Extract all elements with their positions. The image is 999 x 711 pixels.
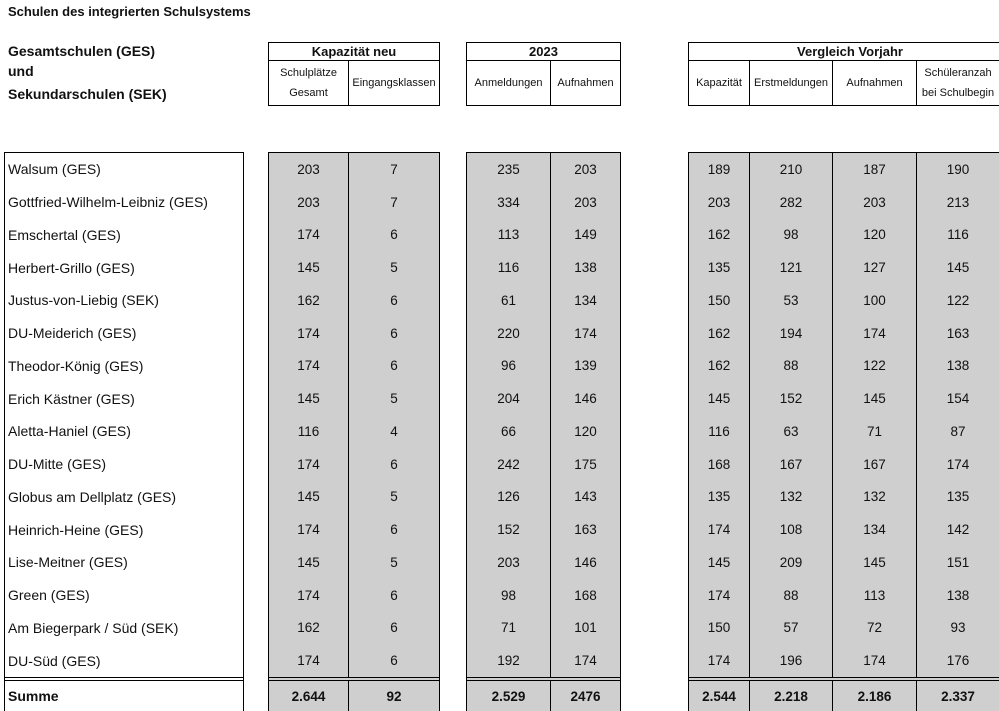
table-row (467, 284, 620, 317)
value-cell: 189 (707, 161, 731, 177)
table-row (269, 251, 439, 284)
column-header-line: Anmeldungen (474, 77, 543, 89)
value-cell: 6 (348, 219, 439, 252)
value-cell: 98 (500, 587, 517, 603)
value-cell: 203 (707, 194, 731, 210)
value-cell: 108 (749, 513, 832, 546)
value-cell: 88 (749, 350, 832, 383)
value-cell: 203 (550, 186, 620, 219)
value-cell: 213 (916, 186, 999, 219)
value-cell: 6 (348, 579, 439, 612)
value-cell: 71 (500, 620, 517, 636)
value-cell: 146 (550, 382, 620, 415)
table-row (5, 317, 243, 350)
column-header-anmeldungen (467, 61, 550, 105)
value-cell: 150 (707, 292, 731, 308)
value-cell: 96 (500, 358, 517, 374)
school-name: Walsum (GES) (8, 161, 101, 178)
value-cell: 2.218 (749, 681, 832, 711)
value-cell: 100 (832, 284, 916, 317)
value-cell: 145 (916, 251, 999, 284)
value-cell: 146 (550, 546, 620, 579)
school-name: Justus-von-Liebig (SEK) (8, 292, 159, 309)
value-cell: 174 (297, 325, 320, 341)
table-row (467, 219, 620, 252)
value-cell: 135 (707, 260, 731, 276)
table-row (269, 579, 439, 612)
table-row (269, 382, 439, 415)
table-row (689, 153, 999, 186)
value-cell: 132 (832, 481, 916, 514)
value-cell: 145 (297, 554, 320, 570)
vergleich-vorjahr-values (688, 152, 999, 711)
value-cell: 113 (497, 227, 520, 243)
table-row (689, 481, 999, 514)
row-header-line: und (8, 63, 34, 79)
value-cell: 7 (348, 153, 439, 186)
value-cell: 174 (297, 653, 320, 669)
column-header-schueleranzahl (916, 61, 999, 105)
value-cell: 174 (550, 644, 620, 677)
table-row (467, 546, 620, 579)
value-cell: 61 (500, 292, 517, 308)
group-title: 2023 (467, 43, 620, 61)
value-cell: 163 (550, 513, 620, 546)
value-cell: 152 (749, 382, 832, 415)
table-row (689, 350, 999, 383)
column-header-line: Erstmeldungen (754, 77, 828, 89)
column-header-line: Aufnahmen (557, 77, 614, 89)
value-cell: 174 (916, 448, 999, 481)
table-row (689, 284, 999, 317)
table-row (467, 251, 620, 284)
school-name: Heinrich-Heine (GES) (8, 521, 144, 538)
table-row (467, 153, 620, 186)
group-title: Vergleich Vorjahr (689, 43, 999, 61)
table-row (5, 350, 243, 383)
table-row (467, 350, 620, 383)
table-row (5, 448, 243, 481)
value-cell: 174 (707, 522, 731, 538)
column-header-line: Schüleranzah (924, 67, 992, 79)
table-row (269, 513, 439, 546)
value-cell: 167 (749, 448, 832, 481)
school-name: Globus am Dellplatz (GES) (8, 488, 177, 505)
value-cell: 71 (832, 415, 916, 448)
column-header-line: Kapazität (696, 77, 742, 89)
table-row (269, 219, 439, 252)
values-2023 (466, 152, 621, 711)
value-cell: 88 (749, 579, 832, 612)
value-cell: 5 (348, 251, 439, 284)
value-cell: 143 (550, 481, 620, 514)
value-cell: 116 (497, 260, 520, 276)
table-row (5, 644, 243, 677)
value-cell: 92 (348, 681, 439, 711)
total-row (269, 677, 439, 711)
value-cell: 120 (550, 415, 620, 448)
table-row (689, 448, 999, 481)
header-group-kapazitaet-neu (268, 42, 440, 106)
value-cell: 120 (832, 219, 916, 252)
school-name: Gottfried-Wilhelm-Leibniz (GES) (8, 194, 208, 211)
value-cell: 116 (297, 423, 320, 439)
kapazitaet-neu-values (268, 152, 440, 711)
value-cell: 5 (348, 382, 439, 415)
value-cell: 174 (297, 587, 320, 603)
value-cell: 145 (832, 546, 916, 579)
value-cell: 175 (550, 448, 620, 481)
table-row (269, 644, 439, 677)
table-row (269, 186, 439, 219)
table-row (5, 251, 243, 284)
column-header-line: Aufnahmen (846, 77, 903, 89)
value-cell: 145 (832, 382, 916, 415)
value-cell: 174 (297, 358, 320, 374)
value-cell: 139 (550, 350, 620, 383)
value-cell: 138 (550, 251, 620, 284)
school-name: Herbert-Grillo (GES) (8, 259, 135, 276)
table-row (5, 579, 243, 612)
value-cell: 220 (497, 325, 520, 341)
value-cell: 116 (708, 423, 730, 439)
value-cell: 174 (707, 653, 731, 669)
value-cell: 334 (497, 194, 520, 210)
column-header-schulplaetze-gesamt (269, 61, 348, 105)
value-cell: 282 (749, 186, 832, 219)
column-header-line: Eingangsklassen (352, 77, 436, 89)
school-name-column (4, 152, 244, 711)
value-cell: 2476 (550, 681, 620, 711)
value-cell: 2.644 (291, 688, 326, 704)
value-cell: 127 (832, 251, 916, 284)
table-row (689, 251, 999, 284)
value-cell: 145 (297, 391, 320, 407)
table-row (689, 186, 999, 219)
value-cell: 168 (707, 456, 731, 472)
table-row (467, 448, 620, 481)
table-row (269, 317, 439, 350)
column-headers (689, 61, 999, 105)
column-header-line: Schulplätze (280, 67, 337, 79)
table-row (269, 153, 439, 186)
value-cell: 66 (500, 423, 517, 439)
value-cell: 132 (749, 481, 832, 514)
table-row (269, 481, 439, 514)
value-cell: 7 (348, 186, 439, 219)
table-row (5, 284, 243, 317)
school-name: DU-Süd (GES) (8, 652, 101, 669)
value-cell: 174 (297, 227, 320, 243)
value-cell: 167 (832, 448, 916, 481)
value-cell: 2.529 (491, 688, 526, 704)
table-row (5, 612, 243, 645)
value-cell: 162 (707, 325, 731, 341)
value-cell: 204 (497, 391, 520, 407)
value-cell: 135 (916, 481, 999, 514)
table-row (467, 186, 620, 219)
total-row (5, 677, 243, 711)
value-cell: 6 (348, 513, 439, 546)
value-cell: 152 (497, 522, 520, 538)
header-group-vergleich-vorjahr (688, 42, 999, 106)
value-cell: 134 (550, 284, 620, 317)
value-cell: 149 (550, 219, 620, 252)
value-cell: 174 (297, 522, 320, 538)
table-row (467, 612, 620, 645)
table-row (467, 481, 620, 514)
value-cell: 6 (348, 644, 439, 677)
table-row (269, 612, 439, 645)
table-row (5, 219, 243, 252)
value-cell: 6 (348, 284, 439, 317)
table-row (467, 644, 620, 677)
table-row (5, 481, 243, 514)
school-name: DU-Meiderich (GES) (8, 325, 137, 342)
table-row (689, 317, 999, 350)
table-row (5, 186, 243, 219)
value-cell: 203 (297, 161, 320, 177)
school-name: DU-Mitte (GES) (8, 456, 106, 473)
table-row (689, 579, 999, 612)
table-row (269, 350, 439, 383)
value-cell: 174 (550, 317, 620, 350)
value-cell: 6 (348, 448, 439, 481)
value-cell: 6 (348, 350, 439, 383)
value-cell: 242 (497, 456, 520, 472)
value-cell: 194 (749, 317, 832, 350)
table-row (689, 546, 999, 579)
row-header-line: Gesamtschulen (GES) (8, 43, 156, 59)
value-cell: 5 (348, 546, 439, 579)
value-cell: 154 (916, 382, 999, 415)
value-cell: 93 (916, 612, 999, 645)
value-cell: 192 (497, 653, 520, 669)
table-row (467, 513, 620, 546)
school-name: Lise-Meitner (GES) (8, 554, 128, 571)
value-cell: 57 (749, 612, 832, 645)
column-header-line: bei Schulbegin (921, 87, 995, 99)
value-cell: 72 (832, 612, 916, 645)
table-row (5, 546, 243, 579)
column-header-eingangsklassen (348, 61, 439, 105)
value-cell: 53 (749, 284, 832, 317)
value-cell: 63 (749, 415, 832, 448)
header-group-2023 (466, 42, 621, 106)
value-cell: 98 (749, 219, 832, 252)
value-cell: 145 (297, 489, 320, 505)
page-title: Schulen des integrierten Schulsystems (8, 4, 251, 19)
value-cell: 162 (707, 358, 731, 374)
value-cell: 174 (832, 644, 916, 677)
value-cell: 196 (749, 644, 832, 677)
value-cell: 190 (916, 153, 999, 186)
column-header-aufnahmen (550, 61, 620, 105)
value-cell: 126 (497, 489, 520, 505)
school-name: Emschertal (GES) (8, 226, 121, 243)
value-cell: 174 (297, 456, 320, 472)
value-cell: 150 (707, 620, 731, 636)
school-name: Erich Kästner (GES) (8, 390, 135, 407)
table-row (689, 382, 999, 415)
school-name: Green (GES) (8, 587, 90, 604)
value-cell: 6 (348, 317, 439, 350)
value-cell: 203 (497, 554, 520, 570)
value-cell: 2.337 (916, 681, 999, 711)
table-row (689, 644, 999, 677)
value-cell: 138 (916, 579, 999, 612)
value-cell: 2.186 (832, 681, 916, 711)
value-cell: 151 (916, 546, 999, 579)
table-row (467, 317, 620, 350)
column-headers (269, 61, 439, 105)
table-row (269, 415, 439, 448)
value-cell: 209 (749, 546, 832, 579)
value-cell: 210 (749, 153, 832, 186)
value-cell: 162 (297, 620, 320, 636)
column-header-kapazitaet (689, 61, 749, 105)
value-cell: 122 (832, 350, 916, 383)
table-row (689, 415, 999, 448)
table-row (5, 382, 243, 415)
table-row (467, 579, 620, 612)
value-cell: 235 (497, 161, 520, 177)
total-row (467, 677, 620, 711)
value-cell: 122 (916, 284, 999, 317)
column-header-line: Gesamt (289, 87, 328, 99)
value-cell: 162 (707, 227, 731, 243)
row-header-line: Sekundarschulen (SEK) (8, 86, 167, 102)
total-label: Summe (8, 688, 59, 704)
value-cell: 142 (916, 513, 999, 546)
value-cell: 6 (348, 612, 439, 645)
column-header-erstmeldungen (749, 61, 832, 105)
total-row (689, 677, 999, 711)
value-cell: 203 (550, 153, 620, 186)
table-row (5, 513, 243, 546)
value-cell: 87 (916, 415, 999, 448)
value-cell: 187 (832, 153, 916, 186)
value-cell: 145 (707, 554, 731, 570)
value-cell: 145 (707, 391, 731, 407)
value-cell: 121 (749, 251, 832, 284)
value-cell: 174 (707, 587, 731, 603)
value-cell: 203 (832, 186, 916, 219)
table-row (269, 546, 439, 579)
value-cell: 163 (916, 317, 999, 350)
table-row (5, 153, 243, 186)
value-cell: 203 (297, 194, 320, 210)
table-row (689, 612, 999, 645)
table-row (689, 219, 999, 252)
value-cell: 101 (550, 612, 620, 645)
value-cell: 4 (348, 415, 439, 448)
value-cell: 138 (916, 350, 999, 383)
value-cell: 174 (832, 317, 916, 350)
value-cell: 176 (916, 644, 999, 677)
value-cell: 168 (550, 579, 620, 612)
value-cell: 134 (832, 513, 916, 546)
value-cell: 116 (916, 219, 999, 252)
value-cell: 135 (707, 489, 731, 505)
group-title: Kapazität neu (269, 43, 439, 61)
table-row (689, 513, 999, 546)
school-name: Am Biegerpark / Süd (SEK) (8, 619, 179, 636)
table-row (467, 382, 620, 415)
table-row (5, 415, 243, 448)
value-cell: 5 (348, 481, 439, 514)
value-cell: 113 (832, 579, 916, 612)
school-name: Aletta-Haniel (GES) (8, 423, 131, 440)
school-name: Theodor-König (GES) (8, 357, 144, 374)
value-cell: 2.544 (702, 688, 736, 704)
value-cell: 162 (297, 292, 320, 308)
table-row (269, 448, 439, 481)
column-headers (467, 61, 620, 105)
value-cell: 145 (297, 260, 320, 276)
table-row (467, 415, 620, 448)
table-row (269, 284, 439, 317)
column-header-aufnahmen-vorjahr (832, 61, 916, 105)
